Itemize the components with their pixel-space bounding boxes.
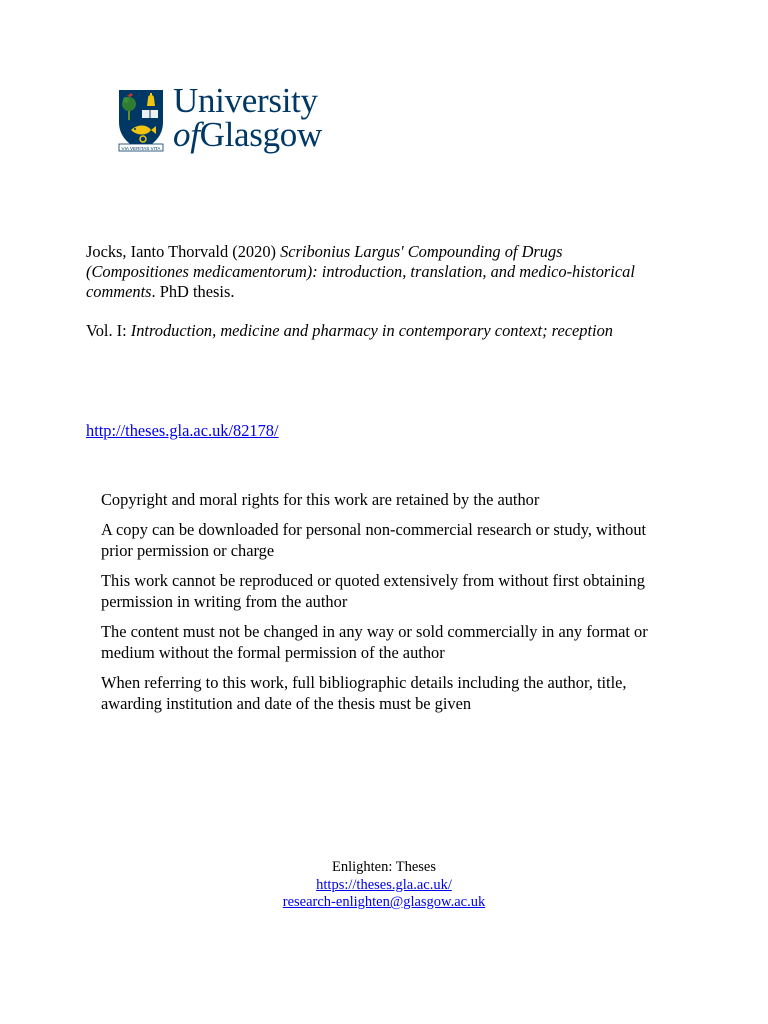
thesis-url-link[interactable]: http://theses.gla.ac.uk/82178/ [86,421,279,440]
citation-author-year: Jocks, Ianto Thorvald (2020) [86,242,281,261]
wordmark-line-glasgow [173,115,322,154]
citation-suffix: . PhD thesis. [151,282,235,301]
volume-info [86,321,666,341]
rights-statement [101,489,661,723]
thesis-citation [86,242,666,302]
volume-title: Introduction, medicine and pharmacy in contemporary context; reception [130,321,613,340]
rights-item: The content must not be changed in any way or sold commercially in any format or medium without the formal permission of the author [101,621,648,662]
volume-label: Vol. I: [86,321,131,340]
rights-item: A copy can be downloaded for personal non-commercial research or study, without prior permission or charge [101,519,647,560]
footer [0,859,768,912]
rights-item: Copyright and moral rights for this work are retained by the author [101,490,540,509]
footer-service-name: Enlighten: Theses [331,859,437,875]
citation-title: Scribonius Largus' Compounding of Drugs (Compositiones medicamentorum): introduction, translation, and medico-historical comments [86,242,635,301]
rights-item: This work cannot be reproduced or quoted extensively from without first obtaining permission in writing from the author [101,570,645,611]
university-wordmark [173,81,322,154]
university-logo [117,81,357,160]
footer-url-link[interactable]: https://theses.gla.ac.uk/ [316,876,452,893]
wordmark-line-university: University [173,81,318,120]
footer-email-link[interactable]: research-enlighten@glasgow.ac.uk [282,894,486,910]
rights-item: When referring to this work, full bibliographic details including the author, title, awarding institution and date of the thesis must be given [101,672,627,713]
wordmark-glasgow: Glasgow [199,115,322,154]
wordmark-of: of [173,115,200,154]
svg-text:VIA VERITAS VITA: VIA VERITAS VITA [121,145,161,151]
university-crest-icon [117,88,165,152]
